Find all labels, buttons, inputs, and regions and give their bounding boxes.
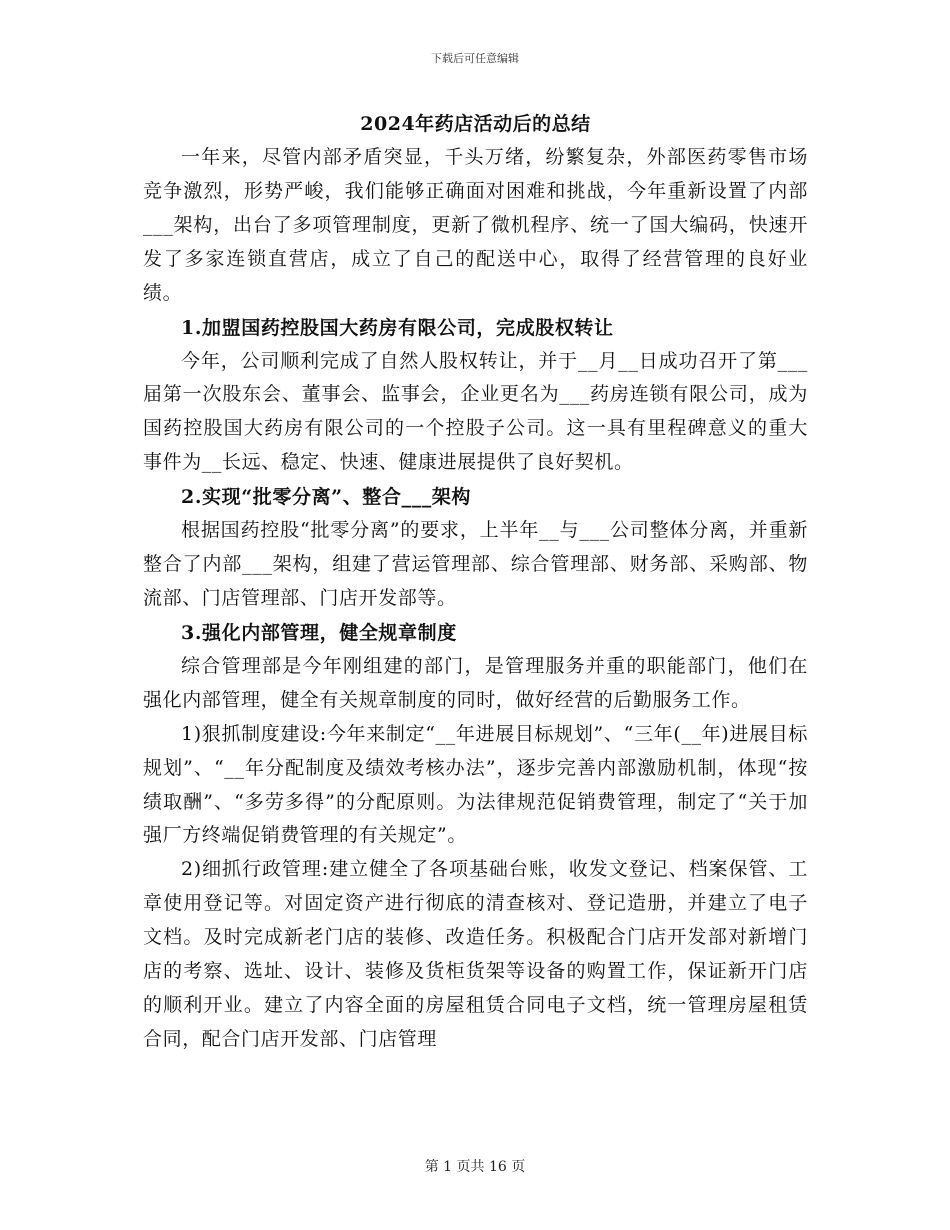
header-note: 下载后可任意编辑 (431, 52, 519, 65)
section-1-heading: 1.加盟国药控股国大药房有限公司，完成股权转让 (181, 316, 614, 339)
section-3-item-1: 1)狠抓制度建设:今年来制定“__年进展目标规划”、“三年(__年)进展目标规划”、“__年分配制度及绩效考核办法”，逐步完善内部激励机制，体现“按绩取酬”、“多劳多得”的分配原则。为法律规范促销费管理，制定了“关于加强厂方终端促销费管理的有关规定”。 (143, 722, 808, 847)
intro-paragraph: 一年来，尽管内部矛盾突显，千头万绪，纷繁复杂，外部医药零售市场竞争激烈，形势严峻，我们能够正确面对困难和挑战，今年重新设置了内部___架构，出台了多项管理制度，更新了微机程序、统一了国大编码，快速开发了多家连锁直营店，成立了自己的配送中心，取得了经营管理的良好业绩。 (143, 146, 808, 304)
section-3-item-2: 2)细抓行政管理:建立健全了各项基础台账，收发文登记、档案保管、工章使用登记等。对固定资产进行彻底的清查核对、登记造册，并建立了电子文档。及时完成新老门店的装修、改造任务。积极配合门店开发部对新增门店的考察、选址、设计、装修及货柜货架等设备的购置工作，保证新开门店的顺利开业。建立了内容全面的房屋租赁合同电子文档，统一管理房屋租赁合同，配合门店开发部、门店管理 (143, 858, 808, 1050)
section-3-heading: 3.强化内部管理，健全规章制度 (181, 621, 457, 644)
document-title: 2024年药店活动后的总结 (360, 113, 591, 135)
page-footer: 第 1 页共 16 页 (424, 1159, 526, 1175)
document-body (143, 107, 808, 1057)
section-2-heading: 2.实现“批零分离”、整合___架构 (181, 486, 471, 509)
section-2-paragraph: 根据国药控股“批零分离”的要求，上半年__与___公司整体分离，并重新整合了内部___架构，组建了营运管理部、综合管理部、财务部、采购部、物流部、门店管理部、门店开发部等。 (143, 519, 808, 609)
section-1-paragraph: 今年，公司顺利完成了自然人股权转让，并于__月__日成功召开了第___届第一次股东会、董事会、监事会，企业更名为___药房连锁有限公司，成为国药控股国大药房有限公司的一个控股子公司。这一具有里程碑意义的重大事件为__长远、稳定、快速、健康进展提供了良好契机。 (143, 349, 808, 474)
section-3-paragraph: 综合管理部是今年刚组建的部门，是管理服务并重的职能部门，他们在强化内部管理，健全有关规章制度的同时，做好经营的后勤服务工作。 (143, 654, 808, 711)
